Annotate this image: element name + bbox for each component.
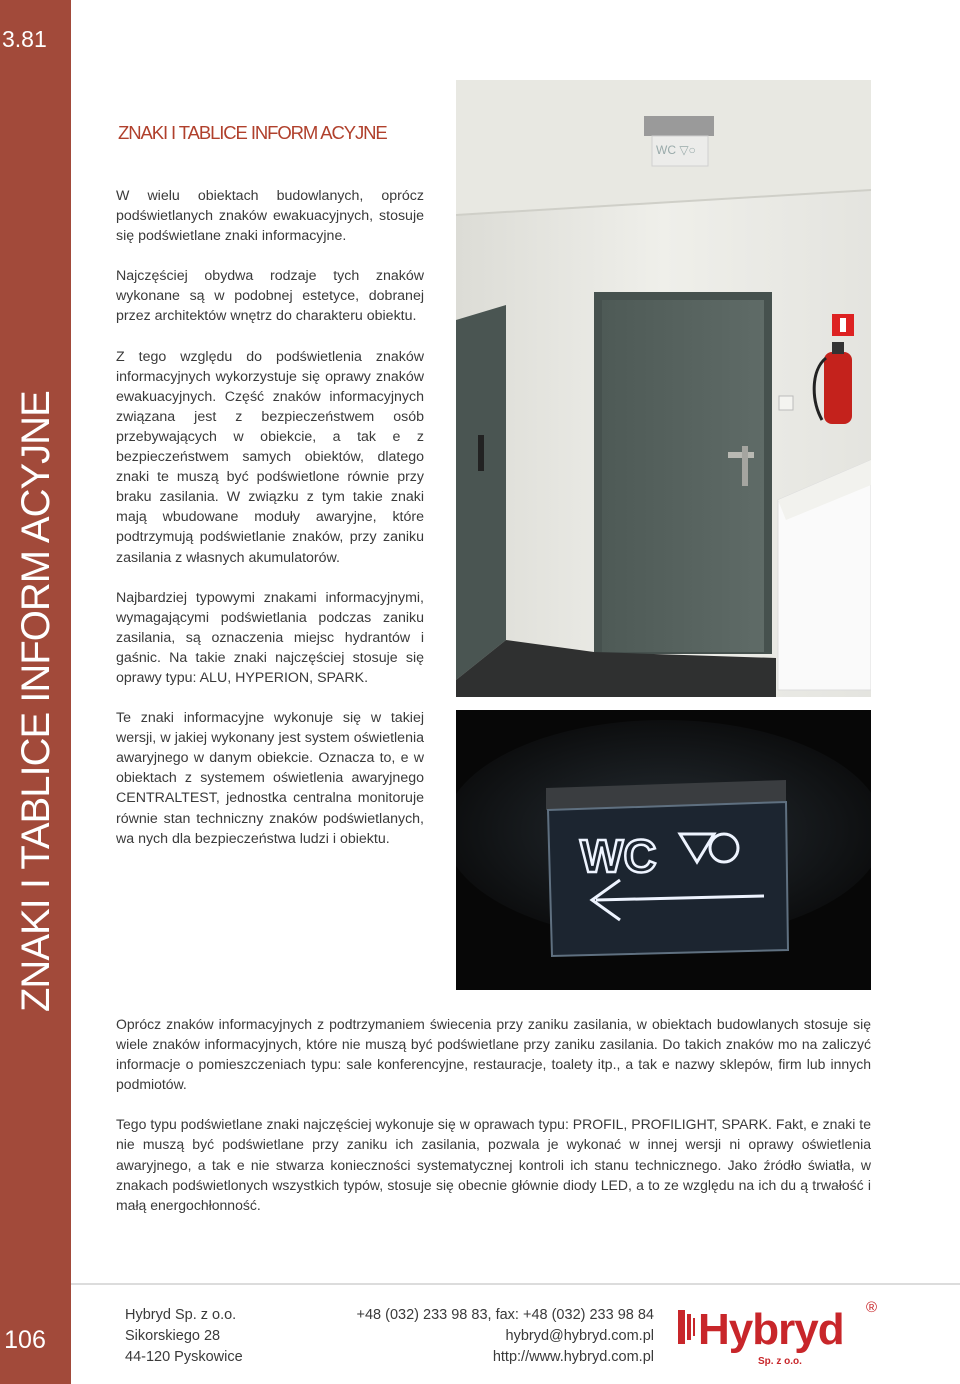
text-column [116,186,424,869]
logo-wordmark: Hybryd [698,1305,844,1354]
large-sign-wc-text: WC [580,830,657,882]
street: Sikorskiego 28 [125,1328,221,1344]
paragraph: Najczęściej obydwa rodzaje tych znaków wykonane są w podobnej estetyce, dobranej przez architektów wnętrz do charakteru obiektu. [116,268,424,325]
footer-divider [71,1283,960,1285]
sidebar [0,0,71,1384]
registered-mark: ® [866,1299,878,1316]
website-link[interactable]: http://www.hybryd.com.pl [492,1349,654,1365]
page-title: ZNAKI I TABLICE INFORM ACYJNE [118,122,387,143]
photo-corridor-door [456,80,871,697]
photo-wc-sign [456,710,871,990]
paragraph: Tego typu podświetlane znaki najczęściej wykonuje się w oprawach typu: PROFIL, PROFILIGHT, SPARK. Fakt, e znaki te nie muszą być podświetlane przy zaniku ich zasilania, pozwala je wykonać w innej wersji ni oprawy oświetlenia awaryjnego, a tak e nie stwarza konieczności systematycznej kontroli ich stanu technicznego. Jako źródło światła, w znakach podświetlonych wszystkich typów, stosuje się obecnie głównie diody LED, a to ze względu na ich du ą trwałość i małą energochłonność. [116,1116,871,1213]
section-number: 3.81 [2,26,47,52]
small-sign-text: WC ▽○ [656,143,696,157]
page-number: 106 [4,1326,46,1354]
logo-suffix: Sp. z o.o. [758,1356,802,1367]
company-name: Hybryd Sp. z o.o. [125,1307,237,1323]
phone-fax: +48 (032) 233 98 83, fax: +48 (032) 233 98 84 [356,1307,654,1323]
email-link[interactable]: hybryd@hybryd.com.pl [505,1328,654,1344]
hybryd-logo [678,1296,884,1368]
wide-text-block [116,1014,871,1235]
paragraph: Te znaki informacyjne wykonuje się w takiej wersji, w jakiej wykonany jest system oświetlenia awaryjnego w danym obiekcie. Oznacza to, e w obiektach z systemem oświetlenia awaryjnego CENTRALTEST, jednostka centralna monitoruje równie stan techniczny znaków podświetlanych, wa nych dla bezpieczeństwa ludzi i obiektu. [116,710,424,847]
footer-address [125,1305,243,1368]
paragraph: Oprócz znaków informacyjnych z podtrzymaniem świecenia przy zaniku zasilania, w obiektach budowlanych stosuje się wiele znaków informacyjnych, które nie muszą być podświetlane przy zaniku zasilania. Do takich znaków mo na zaliczyć informacje o pomieszczeniach typu: sale konferencyjne, restauracje, toalety itp., a tak e nazwy sklepów, firm lub innych podmiotów. [116,1016,871,1093]
paragraph: Najbardziej typowymi znakami informacyjnymi, wymagającymi podświetlania podczas zaniku zasilania, są oznaczenia miejsc hydrantów i gaśnic. Na takie znaki najczęściej stosuje się oprawy typu: ALU, HYPERION, SPARK. [116,589,424,686]
paragraph: Z tego względu do podświetlenia znaków informacyjnych wykorzystuje się oprawy znaków ewakuacyjnych. Część znaków informacyjnych związana jest z bezpieczeństwem osób przebywających w obiekcie, a tak e z bezpieczeństwem samych obiektów, dlatego znaki te muszą być podświetlone równie przy braku zasilania. W związku z tym takie znaki mają wbudowane moduły awaryjne, które podtrzymują podświetlanie znaków, przy zaniku zasilania z własnych akumulatorów. [116,348,424,566]
vertical-section-title: ZNAKI I TABLICE INFORM ACYJNE [14,391,58,1012]
city: 44-120 Pyskowice [125,1349,243,1365]
paragraph: W wielu obiektach budowlanych, oprócz podświetlanych znaków ewakuacyjnych, stosuje się podświetlane znaki informacyjne. [116,188,424,245]
footer-contact [300,1305,654,1368]
